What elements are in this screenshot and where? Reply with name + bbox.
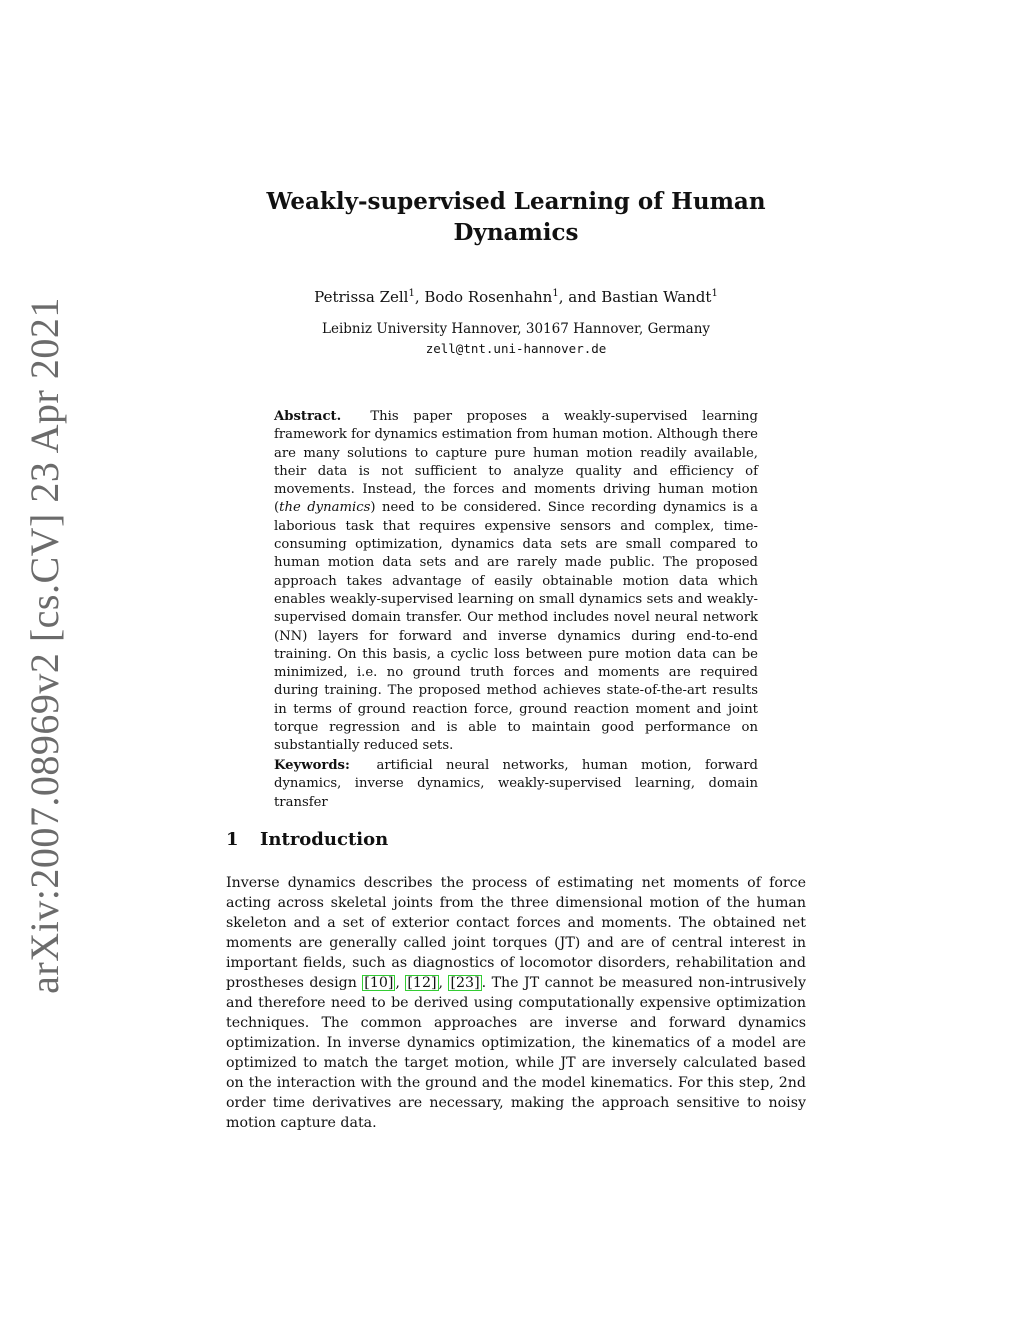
- section-title: Introduction: [260, 829, 389, 850]
- intro-text-part1: Inverse dynamics describes the process of estimating net moments of force acting across skeletal joints from the three dimensional motion of the human skeleton and a set of exterior contact forces and moments. The obtained net moments are generally called joint torques (JT) and are of central interest in important fields, such as diagnostics of locomotor disorders, rehabilitation and prostheses design: [226, 875, 806, 991]
- abstract-text-part2: ) need to be considered. Since recording dynamics is a laborious task that requires expensive sensors and complex, time-consuming optimization, dynamics data sets are small compared to human motion data sets and are rarely made public. The proposed approach takes advantage of easily obtainable motion data which enables weakly-supervised learning on small dynamics sets and weakly-supervised domain transfer. Our method includes novel neural network (NN) layers for forward and inverse dynamics during end-to-end training. On this basis, a cyclic loss between pure motion data can be minimized, i.e. no ground truth forces and moments are required during training. The proposed method achieves state-of-the-art results in terms of ground reaction force, ground reaction moment and joint torque regression and is able to maintain good performance on substantially reduced sets.: [274, 500, 758, 754]
- author-name: Petrissa Zell: [314, 288, 409, 306]
- citation-link[interactable]: [23]: [450, 975, 480, 991]
- author-email[interactable]: zell@tnt.uni-hannover.de: [425, 341, 607, 356]
- citation-link[interactable]: [12]: [407, 975, 437, 991]
- abstract-emphasis: the dynamics: [279, 500, 371, 516]
- author-name: Bastian Wandt: [601, 288, 712, 306]
- abstract-label: Abstract.: [274, 409, 342, 424]
- abstract: [274, 408, 758, 756]
- title-line-2: Dynamics: [453, 219, 579, 246]
- author-affiliation-mark: 1: [552, 288, 559, 299]
- section-number: 1: [226, 829, 239, 850]
- arxiv-identifier-text: arXiv:2007.08969v2 [cs.CV] 23 Apr 2021: [21, 296, 67, 994]
- author-name: Bodo Rosenhahn: [424, 288, 553, 306]
- paper-title: [226, 186, 806, 248]
- title-line-1: Weakly-supervised Learning of Human: [266, 188, 766, 215]
- author-affiliation-mark: 1: [711, 288, 718, 299]
- intro-text-part2: . The JT cannot be measured non-intrusively and therefore need to be derived using computationally expensive optimization techniques. The common approaches are inverse and forward dynamics optimization. In inverse dynamics optimization, the kinematics of a model are optimized to match the target motion, while JT are inversely calculated based on the interaction with the ground and the model kinematics. For this step, 2nd order time derivatives are necessary, making the approach sensitive to noisy motion capture data.: [226, 975, 807, 1131]
- introduction-paragraph: Inverse dynamics describes the process of estimating net moments of force acting across skeletal joints from the three dimensional motion of the human skeleton and a set of exterior contact forces and moments. The obtained net moments are generally called joint torques (JT) and are of central interest in important fields, such as diagnostics of locomotor disorders, rehabilitation and prostheses design [10] , [12] , [23] . The JT cannot be measured non-intrusively and therefore need to be derived using computationally expensive optimization techniques. The common approaches are inverse and forward dynamics optimization. In inverse dynamics optimization, the kinematics of a model are optimized to match the target motion, while JT are inversely calculated based on the interaction with the ground and the model kinematics. For this step, 2nd order time derivatives are necessary, making the approach sensitive to noisy motion capture data.: [226, 875, 807, 1131]
- author-affiliation-mark: 1: [408, 288, 415, 299]
- affiliation-block: [226, 320, 806, 358]
- keywords-label: Keywords:: [274, 758, 350, 773]
- section-heading-introduction: [226, 828, 806, 852]
- keywords-text: artificial neural networks, human motion, forward dynamics, inverse dynamics, weakly-supervised learning, domain transfer: [274, 758, 758, 810]
- author-list: [226, 284, 806, 307]
- keywords: [274, 757, 758, 812]
- arxiv-identifier: [4, 296, 84, 994]
- author-separator: , and: [558, 288, 602, 306]
- citation-link[interactable]: [10]: [364, 975, 394, 991]
- affiliation: Leibniz University Hannover, 30167 Hannover, Germany: [321, 321, 711, 337]
- author-separator: ,: [414, 288, 425, 306]
- abstract-text-part1: This paper proposes a weakly-supervised learning framework for dynamics estimation from human motion. Although there are many solutions to capture pure human motion readily available, their data is not sufficient to analyze quality and efficiency of movements. Instead, the forces and moments driving human motion (: [274, 409, 758, 516]
